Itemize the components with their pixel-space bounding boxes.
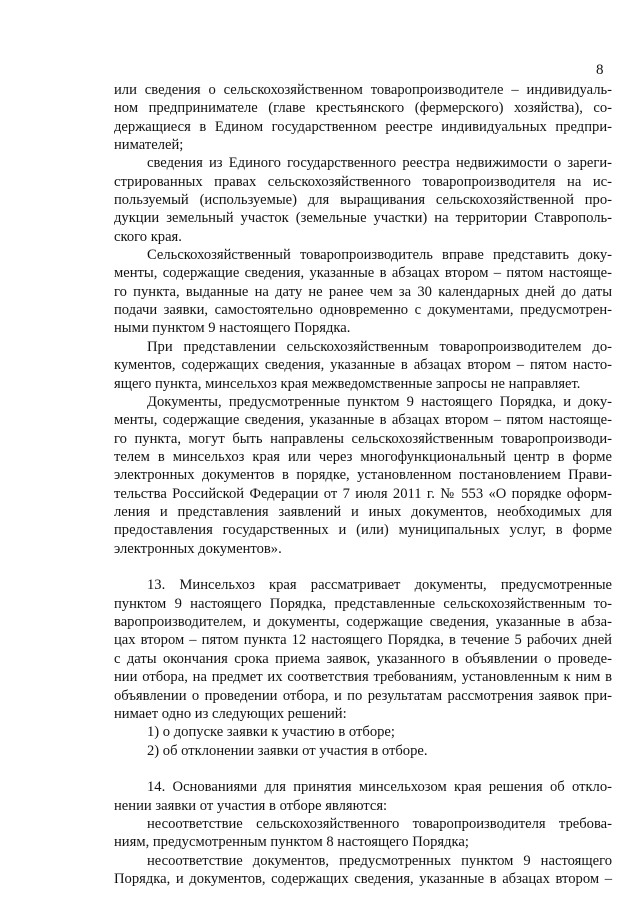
text-line: нимателей; <box>114 137 184 154</box>
text-line: варопроизводителем, и документы, содержащие сведения, указанные в абза- <box>114 614 612 631</box>
text-line: пользуемый (используемые) для выращивания сельскохозяйственной про- <box>114 192 612 209</box>
text-line: подачи заявки, самостоятельно одновременно с документами, предусмотрен- <box>114 302 612 319</box>
text-line: ниям, предусмотренным пунктом 8 настоящего Порядка; <box>114 834 469 851</box>
text-line: с даты окончания срока приема заявок, указанного в объявлении о проведе- <box>114 650 612 667</box>
paragraph-p8 <box>114 742 612 760</box>
text-line: несоответствие документов, предусмотренных пунктом 9 настоящего <box>147 852 612 869</box>
text-line: го пункта, могут быть направлены сельскохозяйственным товаропроизводи- <box>114 430 612 447</box>
text-line: стрированных правах сельскохозяйственного товаропроизводителя на ис- <box>114 173 612 190</box>
text-line: телем в минсельхоз края или через многофункциональный центр в форме <box>114 448 612 465</box>
paragraph-p9 <box>114 778 612 815</box>
text-line: сведения из Единого государственного реестра недвижимости о зареги- <box>147 155 612 172</box>
text-line: нии отбора, на предмет их соответствия требованиям, установленным к ним в <box>114 669 612 686</box>
text-line: нении заявки от участия в отборе являются: <box>114 797 388 814</box>
text-line: дукции земельный участок (земельные участки) на территории Ставрополь- <box>114 210 612 227</box>
text-line: электронных документов в порядке, установленном постановлением Прави- <box>114 467 612 484</box>
paragraph-p10 <box>114 815 612 852</box>
text-line: ления и представления заявлений и иных документов, необходимых для <box>114 503 612 520</box>
text-line: или сведения о сельскохозяйственном товаропроизводителе – индивидуаль- <box>114 82 612 98</box>
text-line: менты, содержащие сведения, указанные в абзацах втором – пятом настояще- <box>114 412 612 429</box>
text-line: держащиеся в Едином государственном реестре индивидуальных предпри- <box>114 118 612 135</box>
page-number: 8 <box>596 62 604 78</box>
text-line: менты, содержащие сведения, указанные в абзацах втором – пятом настояще- <box>114 265 612 282</box>
text-line: ными пунктом 9 настоящего Порядка. <box>114 320 351 337</box>
text-line: цах втором – пятом пункта 12 настоящего Порядка, в течение 5 рабочих дней <box>114 632 612 649</box>
paragraph-p1 <box>114 81 612 154</box>
paragraph-p6 <box>114 576 612 723</box>
paragraph-p11 <box>114 852 612 889</box>
text-line: 14. Основаниями для принятия минсельхозом края решения об откло- <box>147 779 612 796</box>
paragraph-p7 <box>114 723 612 741</box>
text-line: предоставления государственных и (или) муниципальных услуг, в форме <box>114 522 612 539</box>
text-line: электронных документов». <box>114 540 282 557</box>
text-line: ящего пункта, минсельхоз края межведомственные запросы не направляет. <box>114 375 581 392</box>
text-line: Документы, предусмотренные пунктом 9 настоящего Порядка, и доку- <box>147 393 612 410</box>
text-line: объявлении о проведении отбора, и по результатам рассмотрения заявок при- <box>114 687 612 704</box>
text-line: 13. Минсельхоз края рассматривает документы, предусмотренные <box>147 577 612 594</box>
text-line: нимает одно из следующих решений: <box>114 705 347 722</box>
text-line: Порядка, и документов, содержащих сведения, указанные в абзацах втором – <box>114 871 612 888</box>
text-line: кументов, содержащих сведения, указанные в абзацах втором – пятом насто- <box>114 357 612 374</box>
paragraph-p4 <box>114 338 612 393</box>
text-line: ского края. <box>114 228 182 245</box>
text-line: ном предпринимателе (главе крестьянского (фермерского) хозяйства), со- <box>114 100 612 117</box>
text-line: 1) о допуске заявки к участию в отборе; <box>147 724 395 741</box>
text-line: 2) об отклонении заявки от участия в отборе. <box>147 742 428 759</box>
paragraph-p2 <box>114 154 612 246</box>
document-body <box>114 81 612 888</box>
text-line: пунктом 9 настоящего Порядка, представленные сельскохозяйственным то- <box>114 595 612 612</box>
text-line: тельства Российской Федерации от 7 июля 2011 г. № 553 «О порядке оформ- <box>114 485 612 502</box>
text-line: При представлении сельскохозяйственным товаропроизводителем до- <box>147 338 612 355</box>
paragraph-p3 <box>114 246 612 338</box>
text-line: го пункта, выданные на дату не ранее чем за 30 календарных дней до даты <box>114 283 612 300</box>
paragraph-p5 <box>114 393 612 558</box>
text-line: Сельскохозяйственный товаропроизводитель вправе представить доку- <box>147 247 612 264</box>
text-line: несоответствие сельскохозяйственного товаропроизводителя требова- <box>147 816 612 833</box>
